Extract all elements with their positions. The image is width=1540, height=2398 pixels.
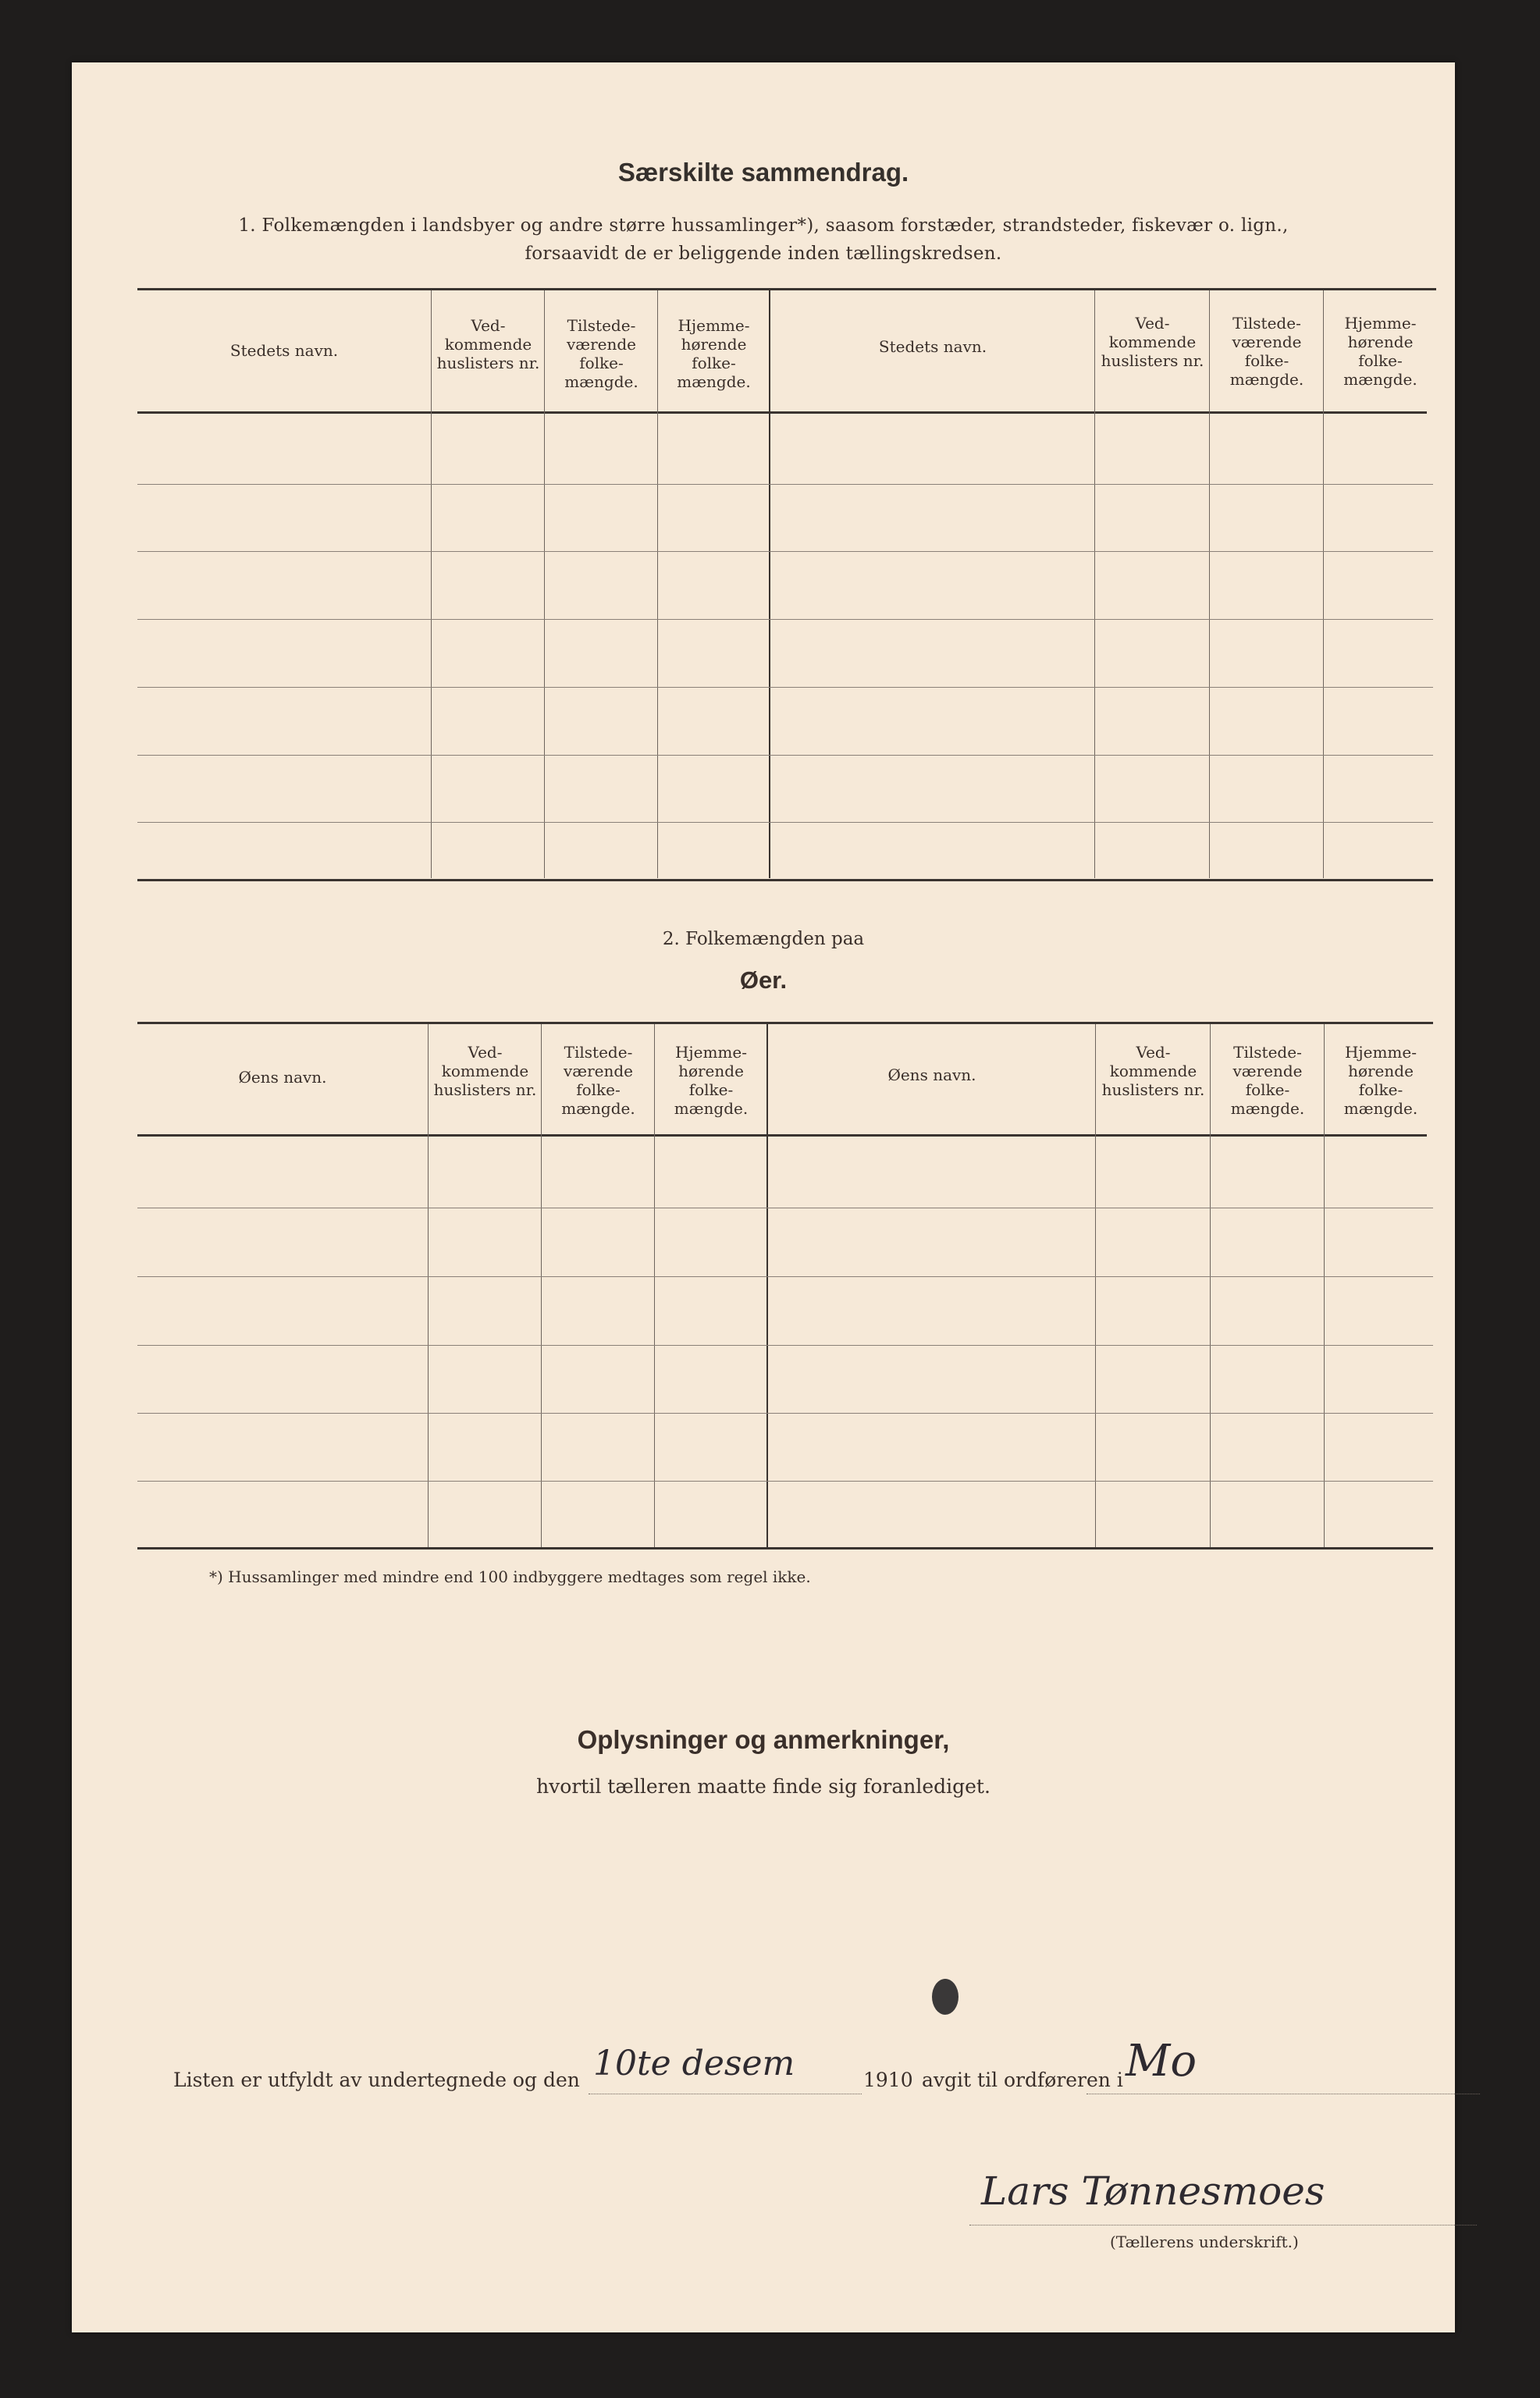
table1-col-divider	[1094, 290, 1095, 878]
table1-col-divider	[1209, 290, 1210, 878]
table1-col-divider	[544, 290, 545, 878]
table2-header-island-name: Øens navn.	[238, 1068, 327, 1087]
table-row	[137, 484, 1433, 485]
census-form-sheet	[72, 62, 1455, 2332]
table-row	[137, 1345, 1433, 1346]
table2-col-divider	[428, 1024, 429, 1547]
table1-header-resident-pop: Hjemme-hørende folke-mængde.	[677, 316, 751, 391]
table1-header-place-name-right: Stedets navn.	[878, 337, 987, 356]
table2-col-divider	[1210, 1024, 1211, 1547]
section1-description-line1: 1. Folkemængden i landsbyer og andre større hussamlinger*), saasom forstæder, strandsteder, fiskevær o. lign.,	[238, 215, 1289, 236]
table2-center-divider	[766, 1024, 768, 1547]
table1-header-resident-pop-right: Hjemme-hørende folke-mængde.	[1343, 314, 1417, 389]
table2-header-resident-pop: Hjemme-hørende folke-mængde.	[674, 1043, 749, 1118]
table1-col-divider	[657, 290, 658, 878]
ink-blot	[932, 1979, 958, 2015]
table-row	[137, 822, 1433, 823]
handwritten-signature: Lars Tønnesmoes	[981, 2169, 1325, 2214]
section2-heading: Øer.	[739, 966, 788, 994]
table2-header-island-name-right: Øens navn.	[887, 1066, 976, 1084]
table2-header-present-pop-right: Tilstede-værende folke-mængde.	[1230, 1043, 1305, 1118]
closing-text-before-date: Listen er utfyldt av undertegnede og den	[173, 2069, 580, 2091]
table-row	[137, 1413, 1433, 1414]
table2-header-houselist-nr: Ved-kommende huslisters nr.	[433, 1043, 537, 1099]
section2-label: 2. Folkemængden paa	[662, 929, 865, 949]
table1-header-present-pop-right: Tilstede-værende folke-mængde.	[1229, 314, 1304, 389]
table2-bottom-rule	[137, 1547, 1433, 1549]
table1-col-divider	[1323, 290, 1324, 878]
table-row	[137, 619, 1433, 620]
table1-bottom-rule	[137, 879, 1433, 881]
remarks-heading: Oplysninger og anmerkninger,	[577, 1725, 950, 1754]
table-row	[137, 687, 1433, 688]
table1-header-houselist-nr: Ved-kommende huslisters nr.	[436, 316, 540, 372]
table2-col-divider	[541, 1024, 542, 1547]
remarks-subheading: hvortil tælleren maatte finde sig foranlediget.	[536, 1775, 991, 1798]
closing-text-after-year: avgit til ordføreren i	[922, 2069, 1123, 2091]
table1-header-present-pop: Tilstede-værende folke-mængde.	[564, 316, 638, 391]
table2-header-rule	[137, 1134, 1427, 1137]
table1-col-divider	[431, 290, 432, 878]
table-row	[137, 1481, 1433, 1482]
handwritten-date: 10te desem	[593, 2044, 795, 2083]
table1-center-divider	[769, 290, 770, 878]
table2-col-divider	[1095, 1024, 1096, 1547]
closing-year: 1910	[863, 2069, 913, 2091]
form-title: Særskilte sammendrag.	[617, 158, 909, 187]
table2-header-present-pop: Tilstede-værende folke-mængde.	[561, 1043, 635, 1118]
table2-col-divider	[654, 1024, 655, 1547]
footnote: *) Hussamlinger med mindre end 100 indbyggere medtages som regel ikke.	[209, 1567, 811, 1586]
table2-header-houselist-nr-right: Ved-kommende huslisters nr.	[1101, 1043, 1205, 1099]
table1-header-rule	[137, 411, 1427, 414]
table-row	[137, 755, 1433, 756]
table2-header-resident-pop-right: Hjemme-hørende folke-mængde.	[1343, 1043, 1418, 1118]
table1-header-houselist-nr-right: Ved-kommende huslisters nr.	[1101, 314, 1204, 370]
table1-header-place-name: Stedets navn.	[229, 341, 339, 360]
table-row	[137, 551, 1433, 552]
table2-top-rule	[137, 1022, 1433, 1024]
table1-top-rule	[137, 288, 1436, 290]
table-row	[137, 1276, 1433, 1277]
handwritten-place: Mo	[1126, 2036, 1197, 2087]
signature-label: (Tællerens underskrift.)	[1110, 2233, 1299, 2251]
section1-description-line2: forsaavidt de er beliggende inden tællingskredsen.	[525, 244, 1002, 264]
table2-col-divider	[1324, 1024, 1325, 1547]
